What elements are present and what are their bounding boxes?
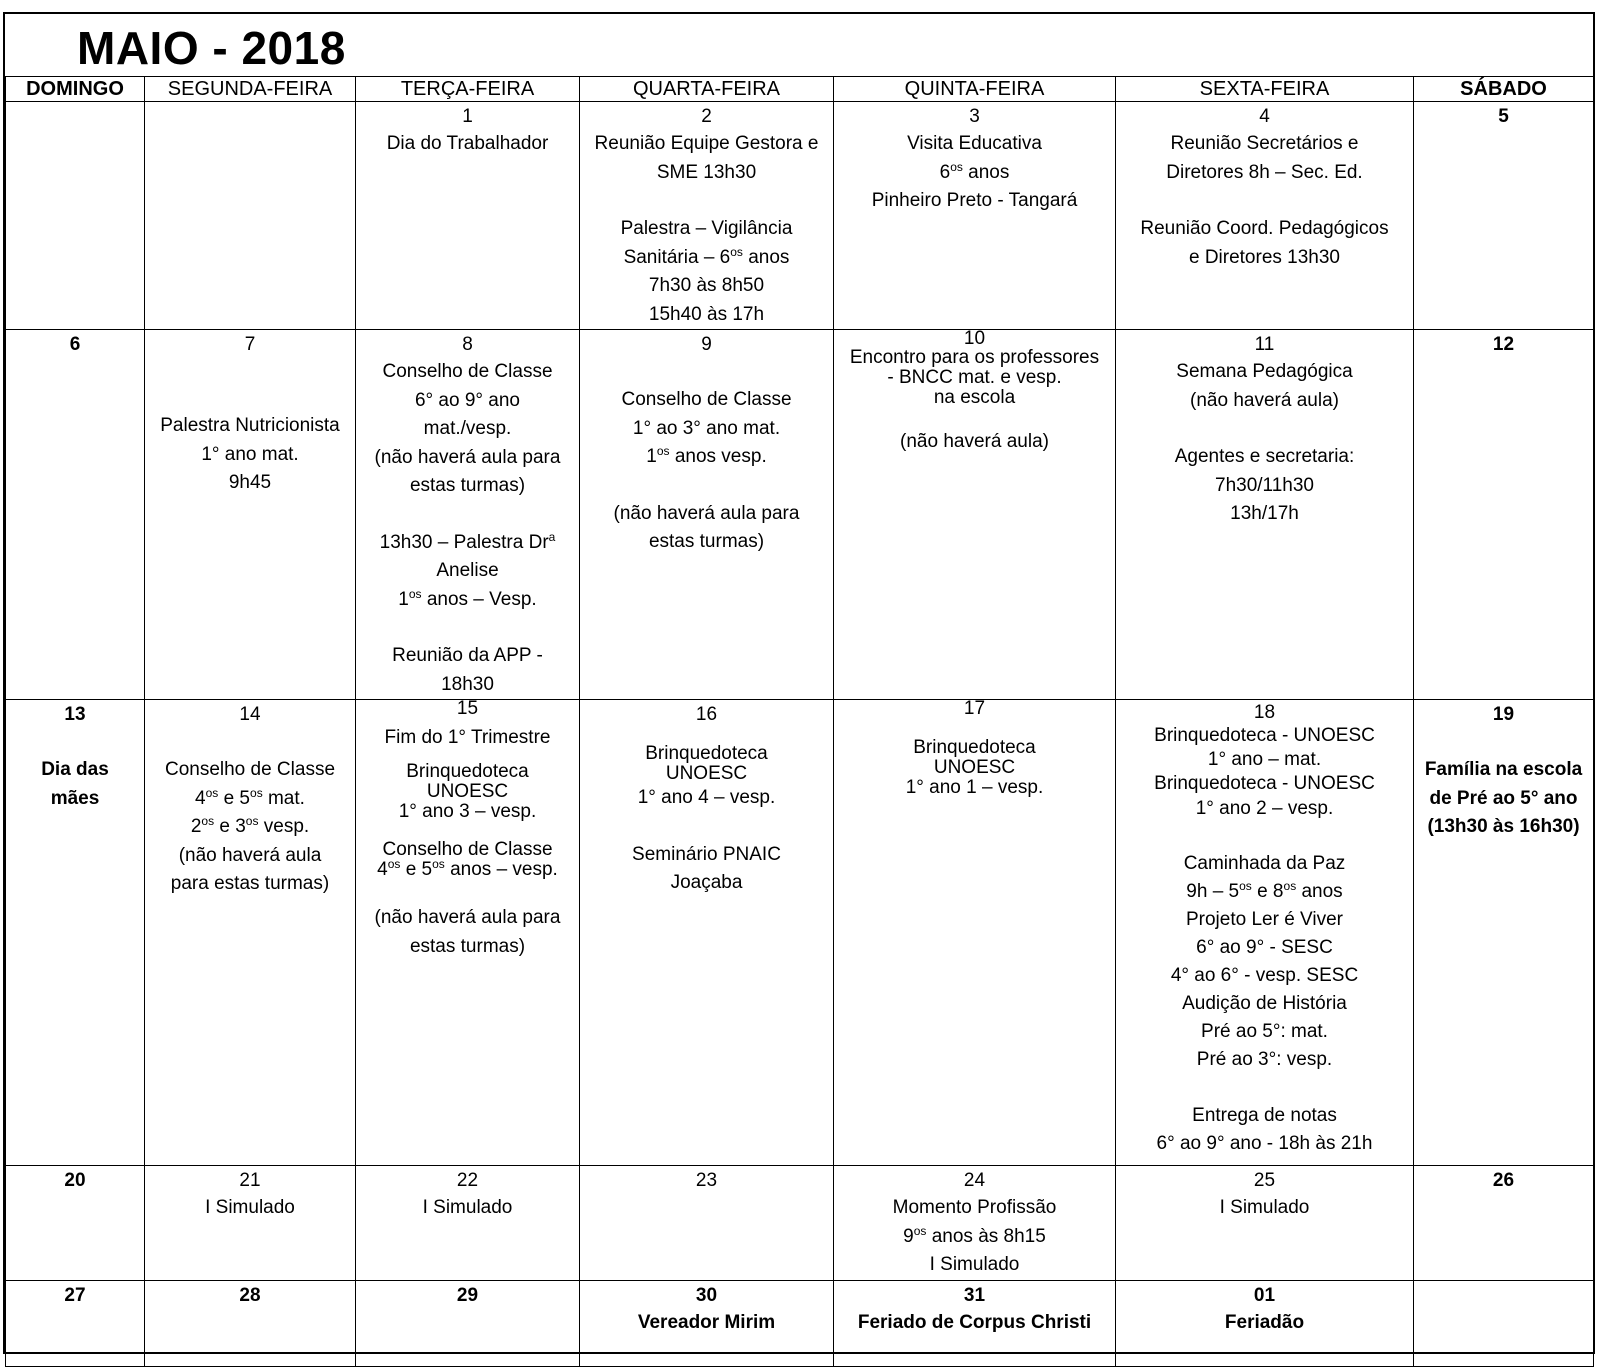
event-text: para estas turmas) [170, 873, 330, 894]
day-cell-26 [1414, 1166, 1594, 1281]
event-text: (não haverá aula para [374, 446, 561, 468]
event-text: Momento Profissão [892, 1197, 1057, 1218]
event-text: I Simulado [929, 1254, 1020, 1275]
week-row-3 [6, 700, 1594, 1166]
week-row-1 [6, 102, 1594, 330]
day-cell-17 [834, 700, 1116, 1166]
day-number: 8 [462, 334, 473, 355]
day-number: 21 [239, 1170, 261, 1191]
event-text: estas turmas) [648, 531, 765, 552]
event-text: I Simulado [205, 1197, 295, 1218]
event-text: Caminhada da Paz [1183, 853, 1346, 874]
weekday-monday: SEGUNDA-FEIRA [145, 77, 356, 102]
day-cell-25 [1116, 1166, 1414, 1281]
day-number: 12 [1492, 334, 1515, 355]
event-text: 9h45 [228, 472, 272, 493]
day-cell-27 [6, 1280, 145, 1366]
day-number: 26 [1492, 1170, 1515, 1191]
event-text: Anelise [436, 560, 499, 581]
event-text: na escola [933, 387, 1016, 408]
day-number: 2 [701, 106, 712, 127]
day-number: 5 [1498, 106, 1509, 127]
event-text: Feriado de Corpus Christi [857, 1311, 1092, 1333]
day-number: 9 [701, 334, 712, 355]
event-text: 6° ao 9° - SESC [1196, 937, 1333, 958]
event-text: $2^{os}$ e $3^{os}$ vesp. [190, 814, 310, 837]
day-cell-19 [1414, 700, 1594, 1166]
event-text: UNOESC [426, 781, 509, 802]
event-text: Conselho de Classe [621, 389, 792, 410]
day-number: 19 [1492, 704, 1515, 725]
event-text: 1° ano mat. [201, 443, 299, 465]
event-text: estas turmas) [409, 935, 526, 957]
day-number: 3 [969, 106, 980, 127]
event-text: $9h - 5^{os}$ e $8^{os}$ anos [1186, 879, 1343, 902]
day-cell-1 [356, 102, 580, 330]
event-text: Pinheiro Preto - Tangará [871, 190, 1078, 211]
weekday-header-row [6, 77, 1594, 102]
event-text: Pré ao 5°: mat. [1201, 1021, 1328, 1042]
event-text: I Simulado [1219, 1197, 1310, 1218]
event-text: 1° ano 4 – vesp. [637, 787, 776, 808]
day-cell-20 [6, 1166, 145, 1281]
day-cell-7 [145, 330, 356, 700]
day-cell-11 [1116, 330, 1414, 700]
event-text: Sanitária – $6^{os}$ anos [623, 244, 790, 268]
event-text: Brinquedoteca - UNOESC [1154, 773, 1375, 794]
day-cell-9 [580, 330, 834, 700]
event-text: Agentes e secretaria: [1174, 446, 1355, 467]
event-text: mães [50, 787, 100, 809]
day-number: 13 [64, 704, 86, 725]
event-text: Entrega de notas [1192, 1105, 1337, 1126]
event-text: SME 13h30 [656, 161, 757, 183]
day-cell-31 [834, 1280, 1116, 1366]
event-text: 1° ano 2 – vesp. [1195, 798, 1334, 819]
event-text: Pré ao 3°: vesp. [1196, 1049, 1333, 1070]
event-text: (não haverá aula para [374, 907, 561, 928]
day-number: 6 [69, 334, 81, 355]
event-text: 1° ao 3° ano mat. [632, 417, 781, 439]
day-number: 28 [239, 1284, 261, 1306]
event-text: 1° ano 1 – vesp. [905, 777, 1044, 798]
event-text: Dia do Trabalhador [386, 133, 549, 154]
event-text: Dia das [41, 759, 109, 780]
event-text: 4° ao 6° - vesp. SESC [1170, 965, 1359, 986]
day-number: 14 [239, 704, 261, 725]
event-text: $4^{os}$ e $5^{os}$ mat. [195, 785, 305, 809]
day-cell-23 [580, 1166, 834, 1281]
day-number: 27 [64, 1284, 86, 1306]
day-number: 24 [963, 1170, 986, 1191]
event-text: Palestra – Vigilância [620, 218, 793, 239]
day-cell-30 [580, 1280, 834, 1366]
event-text: Conselho de Classe [382, 361, 553, 382]
calendar [3, 12, 1595, 1354]
event-text: Palestra Nutricionista [160, 415, 340, 436]
day-number: 29 [456, 1284, 479, 1306]
event-text: Brinquedoteca [913, 737, 1036, 758]
day-cell-15 [356, 700, 580, 1166]
day-cell-empty [6, 102, 145, 330]
day-number: 30 [695, 1284, 718, 1306]
event-text: Reunião da APP - [392, 645, 543, 666]
event-text: (não haverá aula para [613, 502, 800, 524]
day-cell-3 [834, 102, 1116, 330]
event-text: 7h30 às 8h50 [648, 275, 765, 296]
day-number: 1 [462, 106, 473, 127]
week-row-5 [6, 1280, 1594, 1366]
event-text: Diretores 8h – Sec. Ed. [1166, 161, 1363, 183]
day-cell-4 [1116, 102, 1414, 330]
day-cell-21 [145, 1166, 356, 1281]
event-text: $4^{os}$ e $5^{os}$ anos – vesp. [377, 857, 558, 880]
day-cell-10 [834, 330, 1116, 700]
day-number: 10 [963, 329, 986, 349]
day-cell-28 [145, 1280, 356, 1366]
event-text: Joaçaba [670, 872, 743, 893]
weekday-tuesday: TERÇA-FEIRA [356, 77, 580, 102]
day-number: 18 [1253, 702, 1276, 723]
day-cell-24 [834, 1166, 1116, 1281]
event-text: mat./vesp. [423, 418, 512, 439]
event-text: (não haverá aula) [900, 431, 1049, 452]
day-cell-16 [580, 700, 834, 1166]
event-text: 15h40 às 17h [648, 303, 765, 325]
day-number: 16 [695, 704, 718, 725]
day-cell-13 [6, 700, 145, 1166]
event-text: Reunião Secretários e [1170, 133, 1359, 154]
event-text: $9^{os}$ anos às 8h15 [903, 1223, 1046, 1247]
event-text: Brinquedoteca [645, 743, 768, 764]
day-number: 31 [963, 1284, 986, 1306]
event-text: (não haverá aula) [1190, 389, 1339, 411]
event-text: Semana Pedagógica [1176, 361, 1353, 382]
event-text: 7h30/11h30 [1215, 474, 1314, 496]
weekday-thursday: QUINTA-FEIRA [834, 77, 1116, 102]
day-cell-12 [1414, 330, 1594, 700]
event-text: $1^{os}$ anos vesp. [646, 444, 767, 467]
day-number: 20 [64, 1170, 86, 1191]
event-text: Conselho de Classe [164, 759, 336, 780]
event-text: Audição de História [1182, 993, 1347, 1014]
event-text: Vereador Mirim [637, 1311, 776, 1333]
event-text: I Simulado [422, 1197, 513, 1218]
day-number: 7 [244, 334, 256, 355]
weekday-wednesday: QUARTA-FEIRA [580, 77, 834, 102]
day-cell-empty [1414, 1280, 1594, 1366]
event-text: Família na escola [1424, 759, 1583, 780]
event-text: Seminário PNAIC [632, 843, 781, 865]
weekday-friday: SEXTA-FEIRA [1116, 77, 1414, 102]
event-text: 13h30 – Palestra Dr$^a$ [379, 529, 556, 553]
event-text: de Pré ao 5° ano [1429, 787, 1578, 809]
day-cell-8 [356, 330, 580, 700]
event-text: Fim do 1° Trimestre [384, 727, 551, 748]
event-text: 6° ao 9° ano - 18h às 21h [1156, 1133, 1373, 1154]
event-text: Reunião Coord. Pedagógicos [1140, 218, 1389, 239]
day-cell-22 [356, 1166, 580, 1281]
event-text: Brinquedoteca [406, 761, 529, 782]
day-number: 25 [1253, 1170, 1276, 1191]
event-text: Conselho de Classe [382, 839, 553, 860]
day-cell-empty [145, 102, 356, 330]
event-text: e Diretores 13h30 [1188, 246, 1341, 268]
week-row-4 [6, 1166, 1594, 1281]
day-cell-01 [1116, 1280, 1414, 1366]
event-text: UNOESC [933, 757, 1016, 778]
event-text: $1^{os}$ anos – Vesp. [398, 586, 537, 610]
weekday-saturday: SÁBADO [1414, 77, 1594, 102]
day-cell-5 [1414, 102, 1594, 330]
event-text: 13h/17h [1230, 503, 1299, 524]
day-number: 15 [456, 699, 479, 719]
day-cell-6 [6, 330, 145, 700]
week-row-2 [6, 330, 1594, 700]
event-text: Encontro para os professores [849, 347, 1100, 368]
event-text: (não haverá aula [178, 844, 322, 866]
event-text: Feriadão [1224, 1311, 1305, 1333]
weekday-sunday: DOMINGO [6, 77, 145, 102]
day-cell-18 [1116, 700, 1414, 1166]
event-text: estas turmas) [409, 475, 526, 496]
event-text: 18h30 [441, 673, 494, 695]
day-number: 11 [1254, 334, 1275, 355]
calendar-grid [5, 76, 1594, 1367]
day-number: 22 [456, 1170, 479, 1191]
day-number: 23 [695, 1170, 718, 1191]
event-text: 6° ao 9° ano [414, 389, 520, 411]
event-text: 1° ano – mat. [1207, 749, 1322, 770]
day-number: 17 [963, 699, 986, 719]
event-text: - BNCC mat. e vesp. [887, 367, 1062, 388]
event-text: Visita Educativa [907, 133, 1042, 154]
event-text: Brinquedoteca - UNOESC [1154, 725, 1375, 746]
event-text: UNOESC [665, 763, 748, 784]
calendar-title: MAIO - 2018 [77, 22, 346, 74]
day-number: 01 [1253, 1284, 1276, 1306]
event-text: $6^{os}$ anos [939, 159, 1010, 183]
event-text: 1° ano 3 – vesp. [398, 801, 537, 822]
day-cell-14 [145, 700, 356, 1166]
day-cell-29 [356, 1280, 580, 1366]
event-text: Reunião Equipe Gestora e [594, 133, 819, 154]
event-text: (13h30 às 16h30) [1427, 816, 1580, 837]
event-text: Projeto Ler é Viver [1185, 909, 1343, 930]
day-number: 4 [1259, 106, 1270, 127]
day-cell-2 [580, 102, 834, 330]
